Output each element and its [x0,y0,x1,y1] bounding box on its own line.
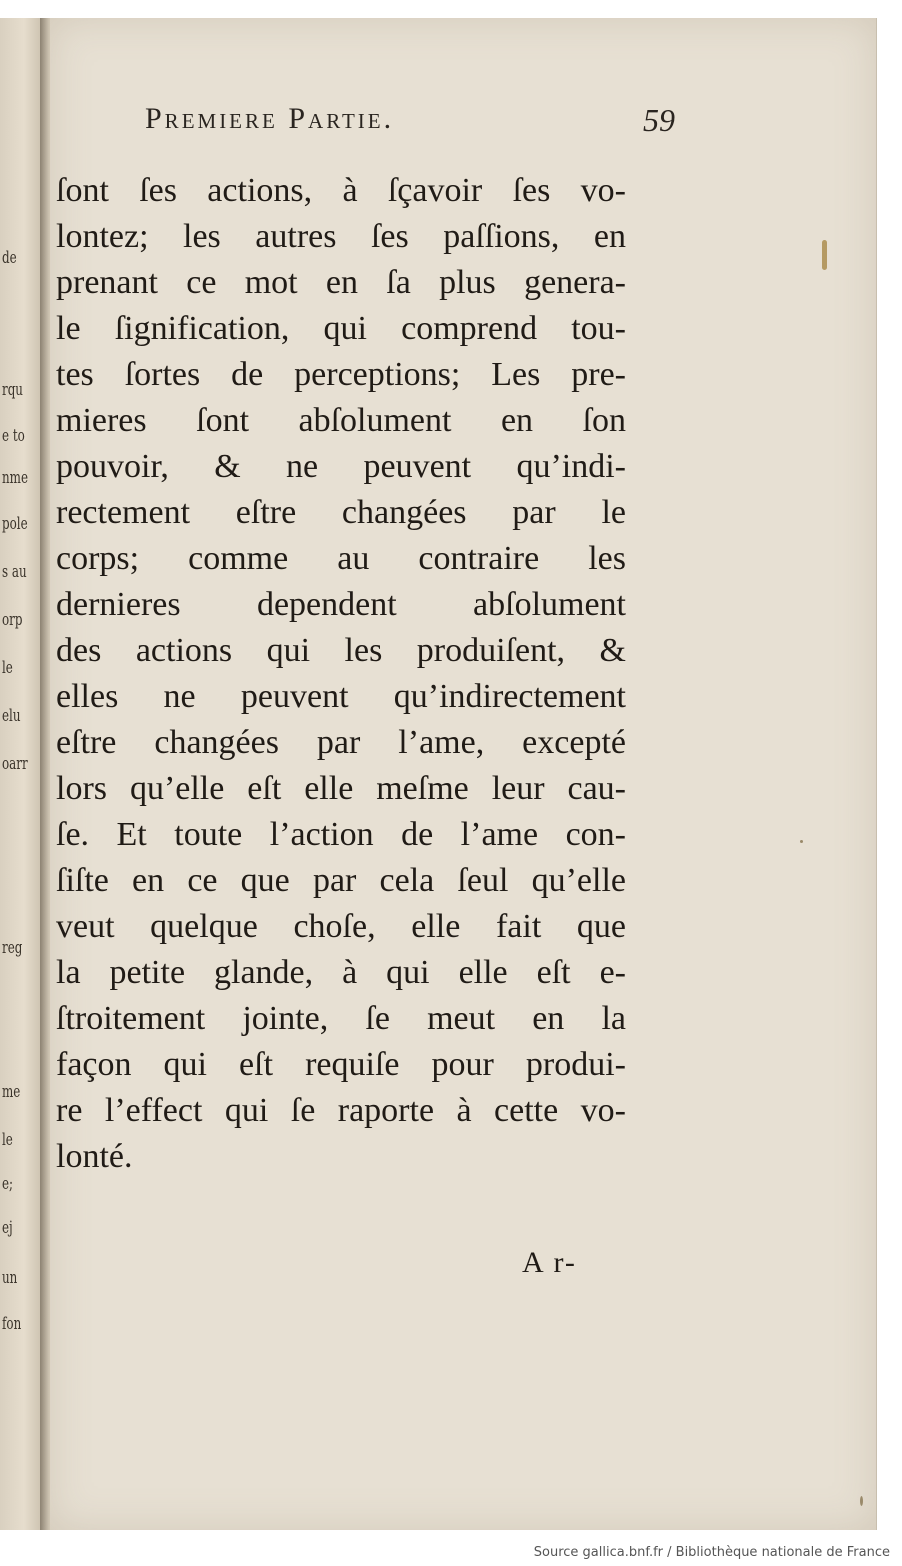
facing-fragment: un [2,1268,18,1288]
text-line: eſtre changées par l’ame, excepté [56,724,626,761]
text-line: dernieres dependent abſolument [56,586,626,623]
text-line: corps; comme au contraire les [56,540,626,577]
facing-fragment: elu [2,706,21,726]
text-line: ſtroitement jointe, ſe meut en la [56,1000,626,1037]
paper-stain [822,240,827,270]
text-line: le ſignification, qui comprend tou- [56,310,626,347]
facing-page [0,18,41,1530]
facing-fragment: nme [2,468,28,488]
text-line: lonté. [56,1138,133,1175]
text-line: ſont ſes actions, à ſçavoir ſes vo- [56,172,626,209]
text-line: veut quelque choſe, elle fait que [56,908,626,945]
facing-fragment: oarr [2,754,28,774]
text-line: re l’effect qui ſe raporte à cette vo- [56,1092,626,1129]
text-line: tes ſortes de perceptions; Les pre- [56,356,626,393]
facing-fragment: ej [2,1218,13,1238]
page-number: 59 [643,102,675,138]
facing-fragment: reg [2,938,23,958]
running-head [145,102,675,142]
facing-fragment: de [2,248,17,268]
paper-speck [800,840,803,843]
text-line: pouvoir, & ne peuvent qu’indi- [56,448,626,485]
facing-fragment: pole [2,514,28,534]
source-credit: Source gallica.bnf.fr / Bibliothèque nationale de France [533,1545,890,1560]
facing-fragment: rqu [2,380,23,400]
text-line: elles ne peuvent qu’indirectement [56,678,626,715]
facing-fragment: fon [2,1314,22,1334]
paper-speck [860,1496,863,1506]
facing-fragment: s au [2,562,27,582]
text-line: ſe. Et toute l’action de l’ame con- [56,816,626,853]
text-line: prenant ce mot en ſa plus genera- [56,264,626,301]
text-line: rectement eſtre changées par le [56,494,626,531]
text-line: mieres ſont abſolument en ſon [56,402,626,439]
text-line: lors qu’elle eſt elle meſme leur cau- [56,770,626,807]
text-line: des actions qui les produiſent, & [56,632,626,669]
facing-fragment: orp [2,610,23,630]
facing-fragment: le [2,1130,13,1150]
running-head-title: Premiere Partie. [145,102,395,135]
book-page [50,18,877,1530]
facing-fragment: e to [2,426,25,446]
text-line: lontez; les autres ſes paſſions, en [56,218,626,255]
text-line: la petite glande, à qui elle eſt e- [56,954,626,991]
facing-fragment: le [2,658,13,678]
text-line: façon qui eſt requiſe pour produi- [56,1046,626,1083]
facing-fragment: me [2,1082,21,1102]
catchword: A r- [522,1246,577,1279]
facing-fragment: e; [2,1174,14,1194]
text-line: ſiſte en ce que par cela ſeul qu’elle [56,862,626,899]
